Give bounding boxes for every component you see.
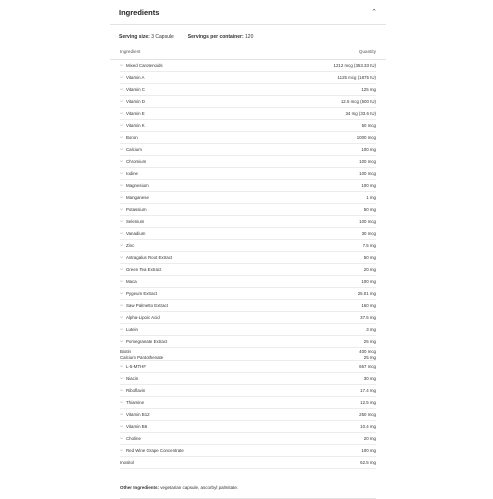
ingredient-name: Green Tea Extract (126, 267, 162, 272)
other-ingredients-value: vegetarian capsule, ascorbyl palmitate. (160, 485, 239, 490)
table-row[interactable] (120, 72, 376, 84)
table-row[interactable] (120, 132, 376, 144)
ingredient-name: Niacin (126, 376, 139, 381)
ingredient-name: Inositol (120, 460, 134, 465)
serving-size-label: Serving size: (119, 34, 150, 40)
serving-info (110, 34, 386, 40)
serving-size (119, 34, 174, 40)
ingredient-name: Magnesium (126, 183, 149, 188)
ingredient-name: Boron (126, 135, 138, 140)
ingredient-name: Vitamin K (126, 123, 145, 128)
chevron-down-icon[interactable]: ⌵ (120, 302, 124, 308)
table-row[interactable] (120, 385, 376, 397)
ingredient-cell (120, 183, 149, 188)
ingredient-quantity: 30 mcg (361, 231, 376, 236)
chevron-down-icon[interactable]: ⌵ (120, 170, 124, 176)
table-row[interactable] (120, 336, 376, 348)
table-row[interactable] (120, 108, 376, 120)
ingredient-quantity: 100 mg (361, 279, 376, 284)
ingredient-quantity: 25.01 mg (357, 291, 376, 296)
ingredient-quantity: 1000 mcg (356, 135, 376, 140)
ingredient-name: Vitamin E (126, 111, 145, 116)
ingredient-name: Biotin (120, 348, 131, 354)
chevron-down-icon[interactable]: ⌵ (120, 363, 124, 369)
ingredient-cell (120, 267, 161, 272)
chevron-down-icon[interactable]: ⌵ (120, 158, 124, 164)
table-row[interactable] (120, 373, 376, 385)
ingredient-cell (120, 355, 163, 360)
table-row[interactable] (120, 240, 376, 252)
table-row[interactable] (120, 312, 376, 324)
ingredient-quantity: 1 mg (366, 195, 376, 200)
table-row (120, 354, 376, 361)
chevron-down-icon[interactable]: ⌵ (120, 134, 124, 140)
ingredient-quantity: 100 mcg (359, 171, 376, 176)
chevron-down-icon[interactable]: ⌵ (120, 86, 124, 92)
ingredient-cell (120, 315, 160, 320)
ingredient-name: Choline (126, 436, 141, 441)
chevron-down-icon[interactable]: ⌵ (120, 399, 124, 405)
ingredient-name: Red Wine Grape Concentrate (126, 448, 184, 453)
ingredient-quantity: 34 mg (33.6 IU) (345, 111, 376, 116)
ingredient-name: Pomegranate Extract (126, 339, 168, 344)
ingredient-name: Mixed Carotenoids (126, 63, 163, 68)
ingredient-name: Thiamine (126, 400, 145, 405)
ingredient-name: Chromium (126, 159, 147, 164)
chevron-down-icon[interactable]: ⌵ (120, 74, 124, 80)
chevron-down-icon[interactable]: ⌵ (120, 182, 124, 188)
chevron-down-icon[interactable]: ⌵ (120, 110, 124, 116)
ingredient-quantity: 160 mg (361, 303, 376, 308)
chevron-down-icon[interactable]: ⌵ (120, 447, 124, 453)
chevron-down-icon[interactable]: ⌵ (120, 290, 124, 296)
table-row[interactable] (120, 445, 376, 457)
ingredient-cell (120, 376, 138, 381)
ingredients-table (110, 60, 386, 469)
ingredient-cell (120, 448, 184, 453)
ingredient-quantity: 667 mcg (359, 364, 376, 369)
ingredient-name: Zinc (126, 243, 135, 248)
chevron-down-icon[interactable]: ⌵ (120, 218, 124, 224)
ingredient-name: Vitamin B12 (126, 412, 150, 417)
ingredient-quantity: 20 mg (363, 267, 376, 272)
ingredient-quantity: 50 mg (363, 207, 376, 212)
chevron-down-icon[interactable]: ⌵ (120, 266, 124, 272)
ingredient-quantity: 1125 mcg (1875 IU) (337, 75, 376, 80)
table-row[interactable] (120, 84, 376, 96)
ingredient-quantity: 25 mg (363, 339, 376, 344)
table-row[interactable] (120, 300, 376, 312)
table-row (120, 457, 376, 469)
serving-size-value: 3 Capsule (151, 34, 174, 40)
ingredient-quantity: 3 mg (366, 327, 376, 332)
ingredient-cell (120, 171, 138, 176)
table-row[interactable] (120, 264, 376, 276)
ingredient-quantity: 37.5 mg (360, 315, 376, 320)
table-row[interactable] (120, 397, 376, 409)
ingredient-cell (120, 279, 137, 284)
ingredient-cell (120, 147, 142, 152)
ingredient-name: Vitamin B6 (126, 424, 148, 429)
other-ingredients (110, 485, 386, 490)
chevron-down-icon[interactable]: ⌵ (120, 194, 124, 200)
ingredient-quantity: 50 mg (363, 255, 376, 260)
table-row[interactable] (120, 361, 376, 373)
chevron-down-icon[interactable]: ⌵ (120, 423, 124, 429)
ingredient-name: Alpha-Lipoic Acid (126, 315, 160, 320)
ingredient-cell (120, 135, 138, 140)
ingredient-cell (120, 123, 145, 128)
ingredient-cell (120, 291, 157, 296)
table-row[interactable] (120, 204, 376, 216)
ingredients-panel (110, 0, 386, 493)
ingredient-cell (120, 99, 145, 104)
table-row[interactable] (120, 120, 376, 132)
chevron-down-icon[interactable]: ⌵ (120, 62, 124, 68)
chevron-down-icon[interactable]: ⌵ (120, 314, 124, 320)
ingredient-cell (120, 231, 145, 236)
table-row[interactable] (120, 276, 376, 288)
table-row[interactable] (120, 192, 376, 204)
ingredient-cell (120, 207, 147, 212)
ingredient-name: Lutein (126, 327, 138, 332)
chevron-down-icon[interactable]: ⌵ (120, 375, 124, 381)
ingredient-quantity: 100 mg (361, 183, 376, 188)
ingredient-cell (120, 424, 147, 429)
table-row[interactable] (120, 156, 376, 168)
ingredient-name: Vitamin C (126, 87, 145, 92)
chevron-down-icon[interactable]: ⌵ (120, 411, 124, 417)
chevron-down-icon[interactable]: ⌵ (120, 242, 124, 248)
column-header-quantity: Quantity (358, 49, 376, 54)
ingredient-name: Vitamin A (126, 75, 145, 80)
ingredient-name: Potassium (126, 207, 147, 212)
column-header-ingredient: Ingredient (120, 49, 141, 54)
ingredient-quantity: 250 mcg (359, 412, 376, 417)
ingredient-quantity: 7.5 mg (362, 243, 376, 248)
ingredient-name: Calcium (126, 147, 142, 152)
table-row[interactable] (120, 228, 376, 240)
ingredient-cell (120, 219, 144, 224)
table-row[interactable] (120, 324, 376, 336)
table-row[interactable] (120, 433, 376, 445)
chevron-down-icon[interactable]: ⌵ (120, 278, 124, 284)
table-row[interactable] (120, 60, 376, 72)
ingredient-cell (120, 436, 141, 441)
table-row[interactable] (120, 216, 376, 228)
ingredient-quantity: 20 mg (363, 436, 376, 441)
ingredient-cell (120, 75, 144, 80)
chevron-down-icon[interactable]: ⌵ (120, 387, 124, 393)
ingredient-cell (120, 460, 134, 465)
ingredient-cell (120, 63, 163, 68)
ingredient-cell (120, 87, 145, 92)
ingredient-name: Calcium Pantothenate (120, 354, 164, 360)
ingredient-cell (120, 327, 138, 332)
ingredient-cell (120, 159, 146, 164)
ingredient-quantity: 100 mcg (359, 219, 376, 224)
table-row[interactable] (120, 421, 376, 433)
ingredient-quantity: 10.4 mg (360, 424, 376, 429)
ingredient-quantity: 12.5 mcg (500 IU) (340, 99, 376, 104)
servings-per-container-label: Servings per container: (187, 34, 244, 40)
ingredient-cell (120, 349, 131, 354)
ingredient-name: Saw Palmetto Extract (126, 303, 168, 308)
chevron-down-icon[interactable]: ⌵ (120, 206, 124, 212)
chevron-down-icon[interactable]: ⌵ (120, 98, 124, 104)
chevron-down-icon[interactable]: ⌵ (120, 254, 124, 260)
ingredient-name: Manganese (126, 195, 149, 200)
ingredient-quantity: 100 mcg (359, 159, 376, 164)
ingredient-quantity: 400 mcg (359, 348, 376, 354)
ingredient-cell (120, 255, 172, 260)
ingredient-cell (120, 111, 145, 116)
ingredient-name: Vanadium (126, 231, 146, 236)
ingredient-quantity: 50 mcg (361, 123, 376, 128)
ingredient-name: Iodine (126, 171, 138, 176)
ingredient-cell (120, 364, 146, 369)
ingredient-cell (120, 412, 150, 417)
ingredient-quantity: 12.5 mg (360, 400, 376, 405)
ingredients-header[interactable] (110, 0, 386, 25)
ingredient-name: Maca (126, 279, 137, 284)
table-row[interactable] (120, 168, 376, 180)
ingredient-name: Riboflavin (126, 388, 146, 393)
table-row[interactable] (120, 252, 376, 264)
table-header (110, 49, 386, 60)
ingredient-cell (120, 339, 167, 344)
chevron-up-icon[interactable]: ⌃ (371, 8, 377, 16)
chevron-down-icon[interactable]: ⌵ (120, 326, 124, 332)
ingredient-quantity: 100 mg (361, 448, 376, 453)
ingredient-quantity: 1212 mcg (353.33 IU) (333, 63, 376, 68)
table-row[interactable] (120, 180, 376, 192)
ingredient-quantity: 62.5 mg (360, 460, 376, 465)
table-row[interactable] (120, 288, 376, 300)
other-ingredients-label: Other Ingredients: (120, 485, 160, 490)
ingredient-name: Vitamin D (126, 99, 145, 104)
ingredient-quantity: 100 mg (361, 147, 376, 152)
servings-per-container (188, 34, 254, 40)
chevron-down-icon[interactable]: ⌵ (120, 230, 124, 236)
ingredient-name: Pygeum Extract (126, 291, 157, 296)
ingredient-cell (120, 303, 168, 308)
ingredient-name: Selenium (126, 219, 145, 224)
ingredient-name: Astragalus Root Extract (126, 255, 173, 260)
chevron-down-icon[interactable]: ⌵ (120, 146, 124, 152)
table-row[interactable] (120, 409, 376, 421)
ingredient-quantity: 30 mg (363, 376, 376, 381)
ingredient-quantity: 17.4 mg (360, 388, 376, 393)
ingredient-cell (120, 195, 149, 200)
chevron-down-icon[interactable]: ⌵ (120, 435, 124, 441)
chevron-down-icon[interactable]: ⌵ (120, 338, 124, 344)
ingredients-title: Ingredients (119, 7, 160, 17)
chevron-down-icon[interactable]: ⌵ (120, 122, 124, 128)
ingredient-cell (120, 243, 134, 248)
ingredient-quantity: 25 mg (363, 354, 376, 360)
ingredient-name: L-5-MTHF (126, 364, 147, 369)
table-row[interactable] (120, 144, 376, 156)
ingredient-cell (120, 388, 145, 393)
servings-per-container-value: 120 (245, 34, 254, 40)
table-row[interactable] (120, 96, 376, 108)
ingredient-quantity: 125 mg (361, 87, 376, 92)
ingredient-cell (120, 400, 144, 405)
